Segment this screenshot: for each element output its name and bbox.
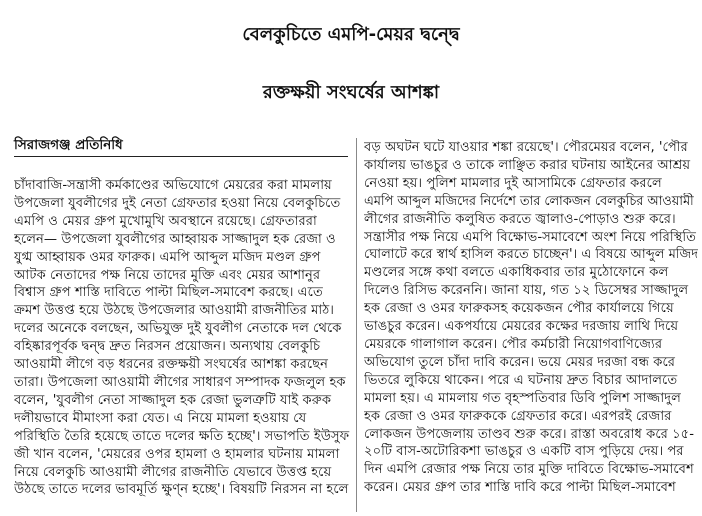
- paragraph-line: নেওয়া হয়। পুলিশ মামলার দুই আসামিকে গ্রেফতার করলে: [364, 175, 662, 191]
- paragraph-line: ভিতরে লুকিয়ে থাকেন। পরে এ ঘটনায় দ্রুত বিচার আদালতে: [364, 372, 678, 388]
- paragraph-line: নিয়ে বেলকুচি আওয়ামী লীগের রাজনীতি যেভাবে উত্তপ্ত হয়ে: [14, 464, 332, 480]
- paragraph-line: কার্যালয় ভাঙচুর ও তাকে লাঞ্ছিত করার ঘটনায় আইনের আশ্রয়: [364, 157, 691, 173]
- paragraph-line: দিন এমপি রেজার পক্ষ নিয়ে তার মুক্তি দাবিতে বিক্ষোভ-সমাবেশ: [364, 462, 694, 478]
- paragraph-line: করেন। মেয়র গ্রুপ তার শাস্তি দাবি করে পাল্টা মিছিল-সমাবেশ: [364, 480, 676, 496]
- paragraph-line: মণ্ডলের সঙ্গে কথা বলতে একাধিকবার তার মুঠোফোনে কল: [364, 265, 669, 281]
- paragraph-line: বড় অঘটন ঘটে যাওয়ার শঙ্কা রয়েছে'। পৌরমেয়র বলেন, 'পৌর: [364, 140, 688, 155]
- paragraph-line: বিশ্বাস গ্রুপ শাস্তি দাবিতে পাল্টা মিছিল-সমাবেশ করছে। এতে: [14, 285, 323, 301]
- paragraph-line: মামলা হয়। এ মামলায় গত বৃহস্পতিবার ডিবি পুলিশ সাজ্জাদুল: [364, 390, 681, 406]
- article-column-left: [14, 177, 350, 513]
- paragraph-line: দলের অনেকে বলছেন, অভিযুক্ত দুই যুবলীগ নেতাকে দল থেকে: [14, 321, 342, 337]
- paragraph-line: লীগের রাজনীতি কলুষিত করতে জ্বালাও-পোড়াও শুরু করে।: [364, 211, 676, 227]
- paragraph-line: সন্ত্রাসীর পক্ষ নিয়ে এমপি বিক্ষোভ-সমাবেশে অংশ নিয়ে পরিস্থিতি: [364, 229, 697, 245]
- article-column-right: [364, 139, 698, 513]
- paragraph-line: হক রেজা ও ওমর ফারুককে গ্রেফতার করে। এরপরই রেজার: [364, 408, 672, 424]
- paragraph-line: যুগ্ম আহ্বায়ক ওমর ফারুক। এমপি আব্দুল মজিদ মণ্ডল গ্রুপ: [14, 249, 321, 265]
- headline-line-2: রক্তক্ষয়ী সংঘর্ষের আশঙ্কা: [262, 82, 440, 103]
- paragraph-line: বলেন, 'যুবলীগ নেতা সাজ্জাদুল হক রেজা ভুলত্রুটি যাই করুক: [14, 392, 332, 408]
- paragraph-line: এমপি আব্দুল মজিদের নির্দেশে তার লোকজন বেলকুচির আওয়ামী: [364, 193, 694, 209]
- paragraph-line: দিলেও রিসিভ করেননি। জানা যায়, গত ১২ ডিসেম্বর সাজ্জাদুল: [364, 283, 689, 299]
- paragraph-line: এমপি ও মেয়র গ্রুপ মুখোমুখি অবস্থানে রয়েছে। গ্রেফতাররা: [14, 213, 317, 229]
- paragraph-line: বহিষ্কারপূর্বক দ্বন্দ্ব দ্রুত নিরসন প্রয়োজন। অন্যথায় বেলকুচি: [14, 339, 321, 355]
- paragraph-line: উপজেলা যুবলীগের দুই নেতা গ্রেফতার হওয়া নিয়ে বেলকুচিতে: [14, 195, 341, 211]
- paragraph-line: জী খান বলেন, 'মেয়রের ওপর হামলা ও হামলার ঘটনায় মামলা: [14, 446, 340, 462]
- column-divider: [356, 138, 357, 512]
- paragraph-line: চাঁদাবাজি-সন্ত্রাসী কর্মকাণ্ডের অভিযোগে মেয়রের করা মামলায়: [14, 178, 332, 193]
- paragraph-line: আটক নেতাদের পক্ষ নিয়ে তাদের মুক্তি এবং মেয়র আশানুর: [14, 267, 321, 283]
- paragraph-line: আওয়ামী লীগে বড় ধরনের রক্তক্ষয়ী সংঘর্ষের আশঙ্কা করছেন: [14, 357, 329, 373]
- paragraph-line: দলীয়ভাবে মীমাংসা করা যেত। এ নিয়ে মামলা হওয়ায় যে: [14, 410, 307, 426]
- paragraph-line: ঘোলাটে করে স্বার্থ হাসিল করতে চাচ্ছেন'। এ বিষয়ে আব্দুল মজিদ: [364, 247, 698, 263]
- headline-line-1: বেলকুচিতে এমপি-মেয়র দ্বন্দ্বে: [242, 24, 460, 45]
- paragraph-line: পরিস্থিতি তৈরি হয়েছে তাতে দলের ক্ষতি হচ্ছে'। সভাপতি ইউসুফ: [14, 428, 350, 444]
- paragraph-line: ভাঙচুর করেন। একপর্যায়ে মেয়রের কক্ষের দরজায় লাথি দিয়ে: [364, 319, 679, 335]
- paragraph-line: অভিযোগ তুলে চাঁদা দাবি করেন। ভয়ে মেয়র দরজা বন্ধ করে: [364, 354, 676, 370]
- paragraph-line: উঠছে তাতে দলের ভাবমূর্তি ক্ষুণ্ন হচ্ছে'। বিষয়টি নিরসন না হলে: [14, 482, 349, 498]
- byline: সিরাজগঞ্জ প্রতিনিধি: [14, 136, 348, 157]
- paragraph-line: লোকজন উপজেলায় তাণ্ডব শুরু করে। রাস্তা অবরোধ করে ১৫-: [364, 426, 694, 442]
- paragraph-line: ক্রমশ উত্তপ্ত হয়ে উঠছে উপজেলার আওয়ামী রাজনীতির মাঠ।: [14, 303, 335, 319]
- paragraph-line: তারা। উপজেলা আওয়ামী লীগের সাধারণ সম্পাদক ফজলুল হক: [14, 374, 346, 390]
- paragraph-line: হলেন— উপজেলা যুবলীগের আহ্বায়ক সাজ্জাদুল হক রেজা ও: [14, 231, 336, 247]
- paragraph-line: মেয়রকে গালাগাল করেন। পৌর কর্মচারী নিয়োগবাণিজ্যের: [364, 336, 663, 352]
- paragraph-line: ২০টি বাস-অটোরিকশা ভাঙচুর ও একটি বাস পুড়িয়ে দেয়। পর: [364, 444, 684, 460]
- paragraph-line: হক রেজা ও ওমর ফারুকসহ কয়েকজন পৌর কার্যালয়ে গিয়ে: [364, 301, 674, 317]
